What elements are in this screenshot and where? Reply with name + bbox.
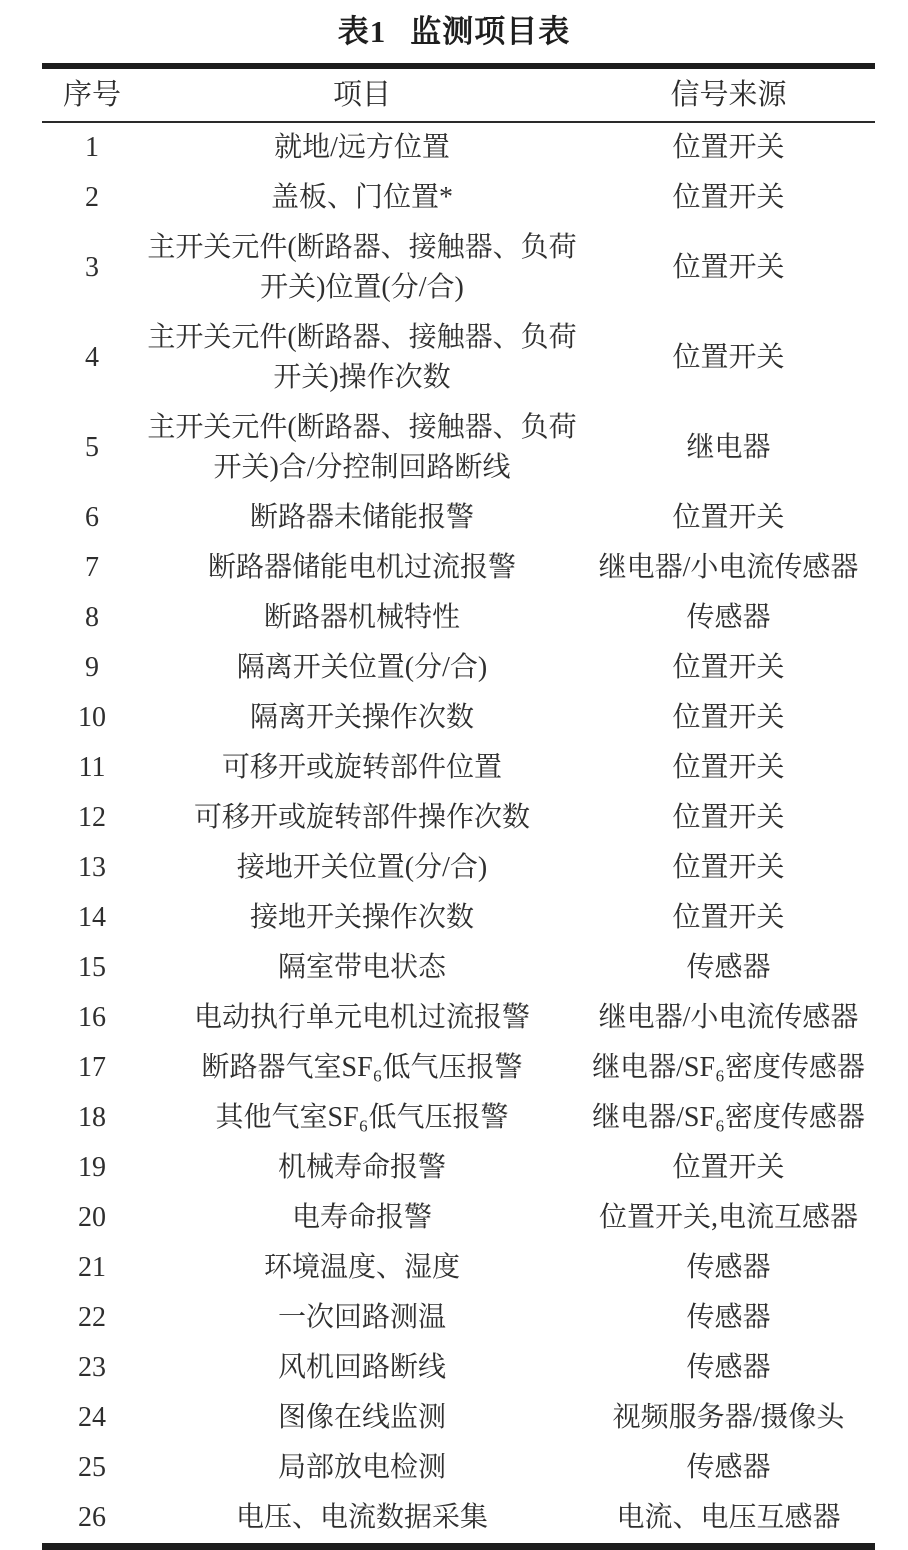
- row-num-cell: 5: [85, 432, 99, 463]
- row-source-cell: 位置开关: [672, 652, 785, 683]
- table-row: [42, 793, 875, 843]
- row-source-cell: 传感器: [686, 1252, 771, 1283]
- row-source-cell: 继电器/SF₆密度传感器: [592, 1102, 865, 1133]
- row-num-cell: 9: [85, 652, 99, 683]
- table-row: [42, 1093, 875, 1143]
- table-row: [42, 843, 875, 893]
- row-num-cell: 22: [78, 1302, 106, 1333]
- row-item-cell: 主开关元件(断路器、接触器、负荷开关)位置(分/合): [147, 232, 577, 303]
- row-num-cell: 20: [78, 1202, 106, 1233]
- row-num-cell: 11: [78, 752, 106, 783]
- row-source-cell: 位置开关: [672, 802, 785, 833]
- row-item-cell: 隔室带电状态: [277, 952, 446, 983]
- table-caption: 监测项目表: [410, 14, 571, 49]
- row-source-cell: 继电器: [686, 432, 771, 463]
- row-source-cell: 位置开关: [672, 182, 785, 213]
- row-num-cell: 18: [78, 1102, 106, 1133]
- row-source-cell: 传感器: [686, 602, 771, 633]
- row-source-cell: 继电器/SF₆密度传感器: [592, 1052, 865, 1083]
- row-item-cell: 局部放电检测: [277, 1452, 446, 1483]
- row-item-cell: 盖板、门位置*: [270, 182, 453, 213]
- row-source-cell: 继电器/小电流传感器: [598, 1002, 859, 1033]
- row-num-cell: 12: [78, 802, 106, 833]
- table-row: [42, 643, 875, 693]
- row-num-cell: 6: [85, 502, 99, 533]
- table-row: [42, 1293, 875, 1343]
- row-source-cell: 位置开关: [672, 852, 785, 883]
- row-source-cell: 位置开关: [672, 1152, 785, 1183]
- row-num-cell: 19: [78, 1152, 106, 1183]
- row-item-cell: 隔离开关操作次数: [249, 702, 474, 733]
- row-item-cell: 断路器储能电机过流报警: [207, 552, 516, 583]
- row-source-cell: 位置开关: [672, 902, 785, 933]
- row-num-cell: 10: [78, 702, 106, 733]
- row-source-cell: 位置开关,电流互感器: [598, 1202, 858, 1233]
- row-num-cell: 16: [78, 1002, 106, 1033]
- table-title: [0, 6, 908, 51]
- table-row: [42, 1243, 875, 1293]
- row-num-cell: 14: [78, 902, 106, 933]
- row-num-cell: 3: [85, 252, 99, 283]
- table-row: [42, 1193, 875, 1243]
- row-source-cell: 继电器/小电流传感器: [598, 552, 859, 583]
- row-source-cell: 位置开关: [672, 252, 785, 283]
- row-source-cell: 视频服务器/摄像头: [612, 1402, 845, 1433]
- row-item-cell: 断路器未储能报警: [249, 502, 474, 533]
- row-num-cell: 24: [78, 1402, 106, 1433]
- row-item-cell: 可移开或旋转部件操作次数: [193, 802, 530, 833]
- table-row: [42, 893, 875, 943]
- row-item-cell: 机械寿命报警: [277, 1152, 446, 1183]
- row-source-cell: 传感器: [686, 1452, 771, 1483]
- row-item-cell: 接地开关操作次数: [249, 902, 474, 933]
- row-item-cell: 电寿命报警: [291, 1202, 432, 1233]
- row-num-cell: 15: [78, 952, 106, 983]
- table-row: [42, 1043, 875, 1093]
- row-item-cell: 隔离开关位置(分/合): [236, 652, 488, 683]
- table-row: [42, 543, 875, 593]
- table-row: [42, 1443, 875, 1493]
- header-row: [42, 66, 875, 122]
- row-source-cell: 传感器: [686, 1302, 771, 1333]
- table-row: [42, 1393, 875, 1443]
- table-row: [42, 313, 875, 403]
- table-row: [42, 493, 875, 543]
- row-item-cell: 一次回路测温: [277, 1302, 446, 1333]
- row-source-cell: 位置开关: [672, 702, 785, 733]
- row-item-cell: 图像在线监测: [277, 1402, 446, 1433]
- row-num-cell: 1: [85, 132, 99, 163]
- row-source-cell: 位置开关: [672, 342, 785, 373]
- row-item-cell: 电压、电流数据采集: [235, 1502, 488, 1533]
- row-source-cell: 位置开关: [672, 502, 785, 533]
- row-source-cell: 传感器: [686, 1352, 771, 1383]
- row-item-cell: 其他气室SF₆低气压报警: [215, 1102, 509, 1133]
- row-num-cell: 25: [78, 1452, 106, 1483]
- row-item-cell: 电动执行单元电机过流报警: [193, 1002, 530, 1033]
- table-row: [42, 943, 875, 993]
- row-num-cell: 23: [78, 1352, 106, 1383]
- row-source-cell: 位置开关: [672, 752, 785, 783]
- table-row: [42, 403, 875, 493]
- table-row: [42, 173, 875, 223]
- row-source-cell: 位置开关: [672, 132, 785, 163]
- table-row: [42, 693, 875, 743]
- table-row: [42, 993, 875, 1043]
- table-row: [42, 223, 875, 313]
- row-num-cell: 26: [78, 1502, 106, 1533]
- table-row: [42, 122, 875, 173]
- row-source-cell: 电流、电压互感器: [616, 1502, 841, 1533]
- header-cell-source: 信号来源: [582, 66, 875, 122]
- table-row: [42, 1493, 875, 1547]
- row-item-cell: 主开关元件(断路器、接触器、负荷开关)操作次数: [147, 322, 577, 393]
- row-num-cell: 13: [78, 852, 106, 883]
- row-num-cell: 2: [85, 182, 99, 213]
- table-row: [42, 1343, 875, 1393]
- table-row: [42, 593, 875, 643]
- monitoring-items-table: [42, 63, 875, 1550]
- row-source-cell: 传感器: [686, 952, 771, 983]
- table-row: [42, 1143, 875, 1193]
- row-item-cell: 环境温度、湿度: [263, 1252, 460, 1283]
- row-num-cell: 17: [78, 1052, 106, 1083]
- table-body: [42, 122, 875, 1547]
- row-item-cell: 就地/远方位置: [274, 132, 450, 163]
- table-row: [42, 743, 875, 793]
- row-item-cell: 可移开或旋转部件位置: [221, 752, 502, 783]
- row-item-cell: 断路器气室SF₆低气压报警: [201, 1052, 523, 1083]
- table-header: [42, 66, 875, 122]
- row-num-cell: 4: [85, 342, 99, 373]
- header-cell-item: 项目: [142, 66, 582, 122]
- row-item-cell: 风机回路断线: [277, 1352, 446, 1383]
- row-num-cell: 7: [85, 552, 99, 583]
- row-item-cell: 主开关元件(断路器、接触器、负荷开关)合/分控制回路断线: [147, 412, 577, 483]
- row-item-cell: 断路器机械特性: [263, 602, 460, 633]
- row-num-cell: 8: [85, 602, 99, 633]
- row-item-cell: 接地开关位置(分/合): [236, 852, 488, 883]
- header-cell-num: 序号: [42, 66, 142, 122]
- row-num-cell: 21: [78, 1252, 106, 1283]
- table-number: 表1: [337, 14, 387, 49]
